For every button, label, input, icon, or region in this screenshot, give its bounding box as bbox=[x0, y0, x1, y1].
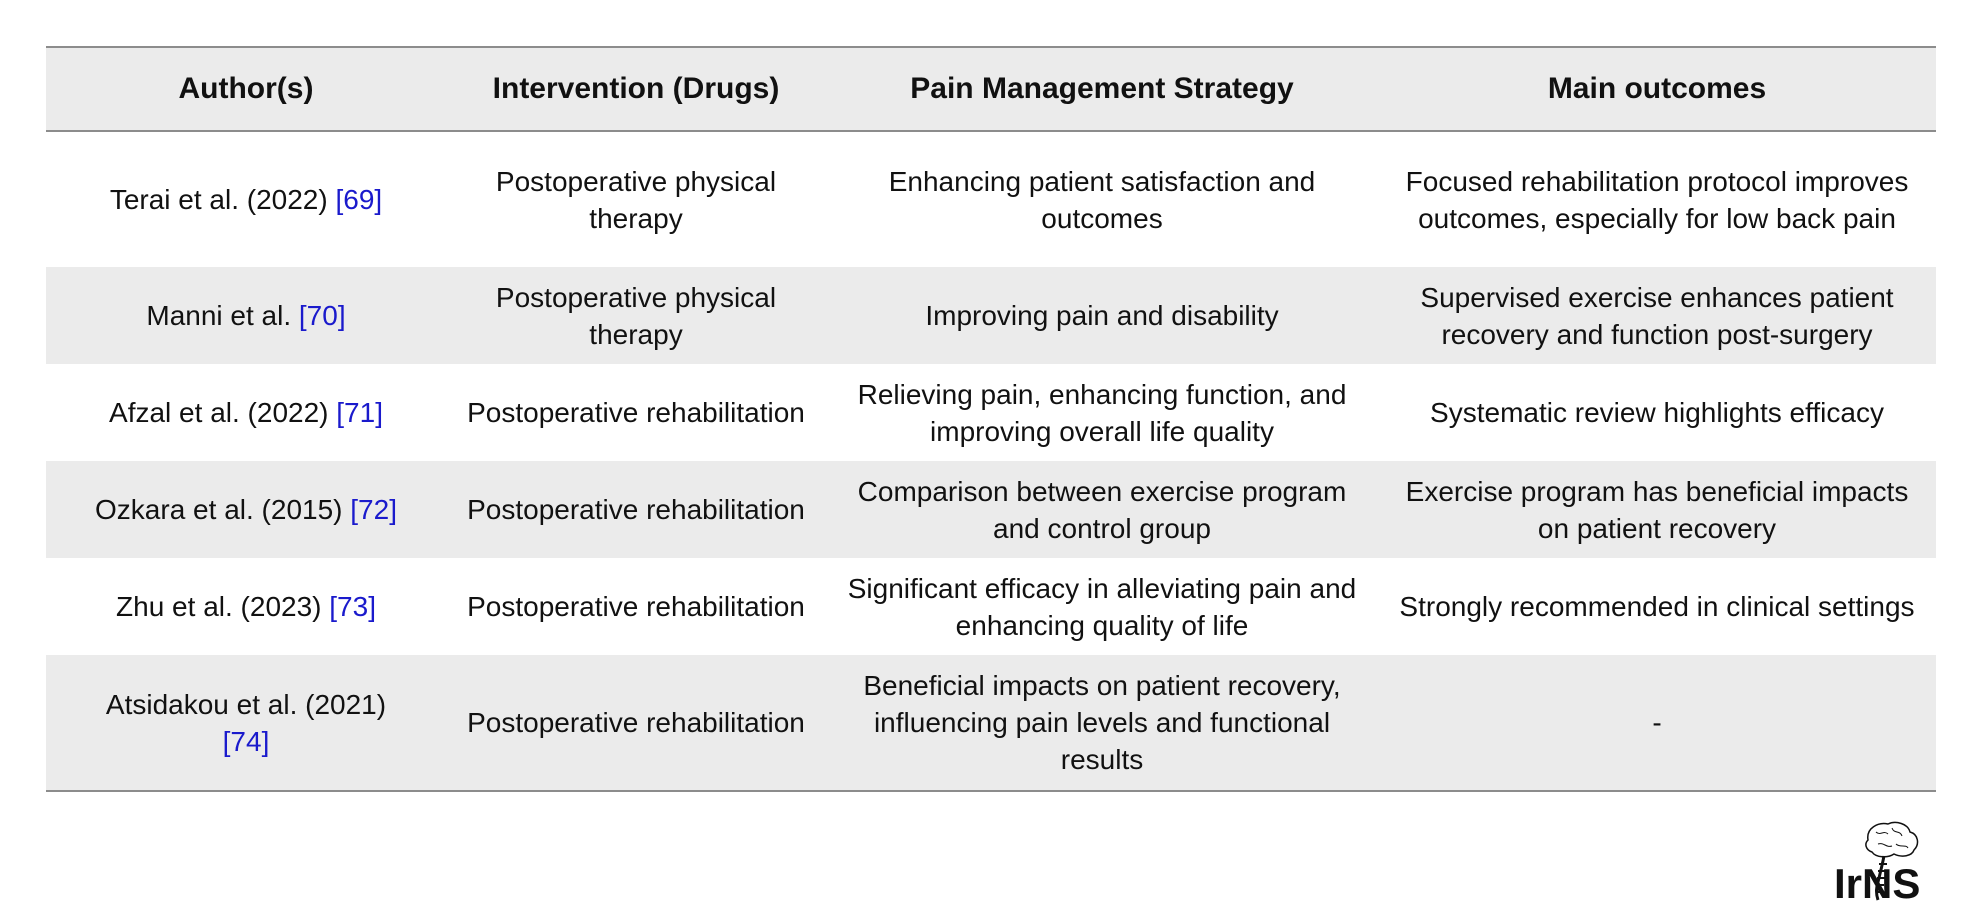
table-row bbox=[46, 655, 1936, 791]
author-name: Afzal et al. (2022) bbox=[109, 397, 329, 428]
outcome-cell: Exercise program has beneficial impacts on patient recovery bbox=[1405, 475, 1909, 544]
outcome-cell: Systematic review highlights efficacy bbox=[1430, 397, 1884, 428]
reference-link[interactable]: [72] bbox=[350, 494, 397, 525]
strategy-cell: Enhancing patient satisfaction and outcomes bbox=[888, 165, 1316, 234]
outcome-cell: - bbox=[1652, 707, 1662, 738]
table-row bbox=[46, 558, 1936, 655]
author-name: Zhu et al. (2023) bbox=[116, 591, 322, 622]
reference-link[interactable]: [71] bbox=[336, 397, 383, 428]
author-cell bbox=[46, 558, 446, 655]
strategy-cell: Significant efficacy in alleviating pain and enhancing quality of life bbox=[847, 572, 1357, 641]
table-row bbox=[46, 131, 1936, 267]
author-cell bbox=[46, 655, 446, 791]
reference-link[interactable]: [70] bbox=[298, 300, 346, 331]
author-cell bbox=[46, 461, 446, 558]
author-name: Manni et al. bbox=[146, 300, 292, 331]
strategy-cell: Relieving pain, enhancing function, and improving overall life quality bbox=[857, 378, 1347, 447]
author-name: Ozkara et al. (2015) bbox=[95, 494, 343, 525]
strategy-cell: Beneficial impacts on patient recovery, influencing pain levels and functional results bbox=[863, 670, 1341, 775]
intervention-cell: Postoperative rehabilitation bbox=[467, 494, 805, 525]
intervention-cell: Postoperative physical therapy bbox=[495, 281, 777, 350]
outcome-cell: Supervised exercise enhances patient recovery and function post-surgery bbox=[1420, 281, 1894, 350]
table-row bbox=[46, 267, 1936, 364]
reference-link[interactable]: [74] bbox=[222, 725, 270, 757]
outcome-cell: Strongly recommended in clinical settings bbox=[1399, 591, 1915, 622]
author-name: Terai et al. (2022) bbox=[109, 184, 328, 215]
table-row bbox=[46, 364, 1936, 461]
literature-table bbox=[46, 46, 1936, 792]
intervention-cell: Postoperative rehabilitation bbox=[467, 591, 805, 622]
logo-text: IrNS bbox=[1834, 860, 1921, 902]
intervention-cell: Postoperative rehabilitation bbox=[467, 397, 805, 428]
brain-spine-icon bbox=[1832, 818, 1942, 902]
irns-logo bbox=[1832, 818, 1942, 902]
intervention-cell: Postoperative physical therapy bbox=[495, 165, 777, 234]
author-cell bbox=[46, 267, 446, 364]
reference-link[interactable]: [73] bbox=[329, 591, 376, 622]
outcome-cell: Focused rehabilitation protocol improves outcomes, especially for low back pain bbox=[1405, 165, 1909, 234]
reference-link[interactable]: [69] bbox=[335, 184, 383, 215]
header-strategy: Pain Management Strategy bbox=[910, 72, 1294, 105]
author-cell bbox=[46, 364, 446, 461]
intervention-cell: Postoperative rehabilitation bbox=[467, 707, 805, 738]
header-intervention: Intervention (Drugs) bbox=[492, 72, 780, 105]
strategy-cell: Improving pain and disability bbox=[925, 300, 1279, 331]
table-header-row bbox=[46, 47, 1936, 131]
strategy-cell: Comparison between exercise program and control group bbox=[857, 475, 1347, 544]
header-outcomes: Main outcomes bbox=[1547, 72, 1767, 105]
table-row bbox=[46, 461, 1936, 558]
table-container bbox=[46, 46, 1936, 792]
author-cell bbox=[46, 131, 446, 267]
header-authors: Author(s) bbox=[178, 72, 314, 105]
author-name: Atsidakou et al. (2021) bbox=[105, 688, 387, 720]
